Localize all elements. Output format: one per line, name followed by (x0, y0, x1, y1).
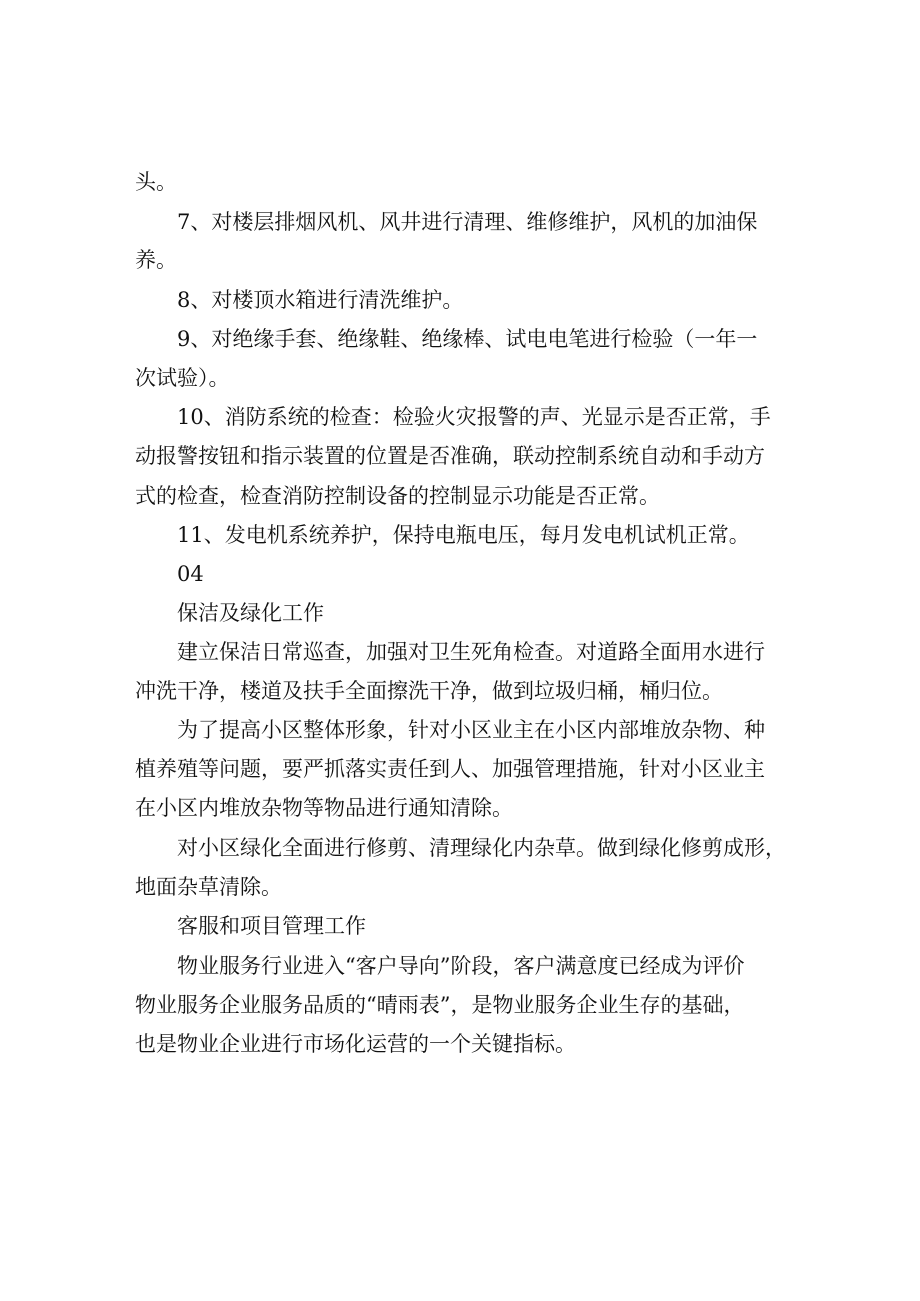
section-number: 04 (177, 562, 204, 586)
text-line: 头。 (135, 170, 177, 194)
text-line: 动报警按钮和指示装置的位置是否准确，联动控制系统自动和手动方 (135, 444, 765, 468)
text-line: 在小区内堆放杂物等物品进行通知清除。 (135, 796, 513, 820)
text-line: 10、消防系统的检查：检验火灾报警的声、光显示是否正常，手 (177, 405, 771, 429)
text-line: 为了提高小区整体形象，针对小区业主在小区内部堆放杂物、种 (177, 718, 765, 742)
section-heading: 保洁及绿化工作 (177, 601, 324, 625)
section-heading: 客服和项目管理工作 (177, 914, 366, 938)
text-line: 地面杂草清除。 (135, 875, 282, 899)
text-line: 物业服务企业服务品质的“晴雨表”，是物业服务企业生存的基础， (135, 993, 745, 1017)
text-line: 物业服务行业进入“客户导向”阶段，客户满意度已经成为评价 (177, 954, 745, 978)
text-line: 式的检查，检查消防控制设备的控制显示功能是否正常。 (135, 484, 660, 508)
text-line: 植养殖等问题，要严抓落实责任到人、加强管理措施，针对小区业主 (135, 757, 765, 781)
text-line: 9、对绝缘手套、绝缘鞋、绝缘棒、试电电笔进行检验（一年一 (177, 327, 758, 351)
text-line: 对小区绿化全面进行修剪、清理绿化内杂草。做到绿化修剪成形， (177, 836, 786, 860)
text-line: 养。 (135, 248, 177, 272)
text-line: 建立保洁日常巡查，加强对卫生死角检查。对道路全面用水进行 (177, 640, 765, 664)
text-line: 冲洗干净，楼道及扶手全面擦洗干净，做到垃圾归桶，桶归位。 (135, 679, 723, 703)
text-line: 次试验）。 (135, 366, 230, 390)
text-line: 11、发电机系统养护，保持电瓶电压，每月发电机试机正常。 (177, 523, 750, 547)
text-line: 8、对楼顶水箱进行清洗维护。 (177, 288, 464, 312)
text-line: 也是物业企业进行市场化运营的一个关键指标。 (135, 1032, 576, 1056)
text-line: 7、对楼层排烟风机、风井进行清理、维修维护，风机的加油保 (177, 210, 758, 234)
